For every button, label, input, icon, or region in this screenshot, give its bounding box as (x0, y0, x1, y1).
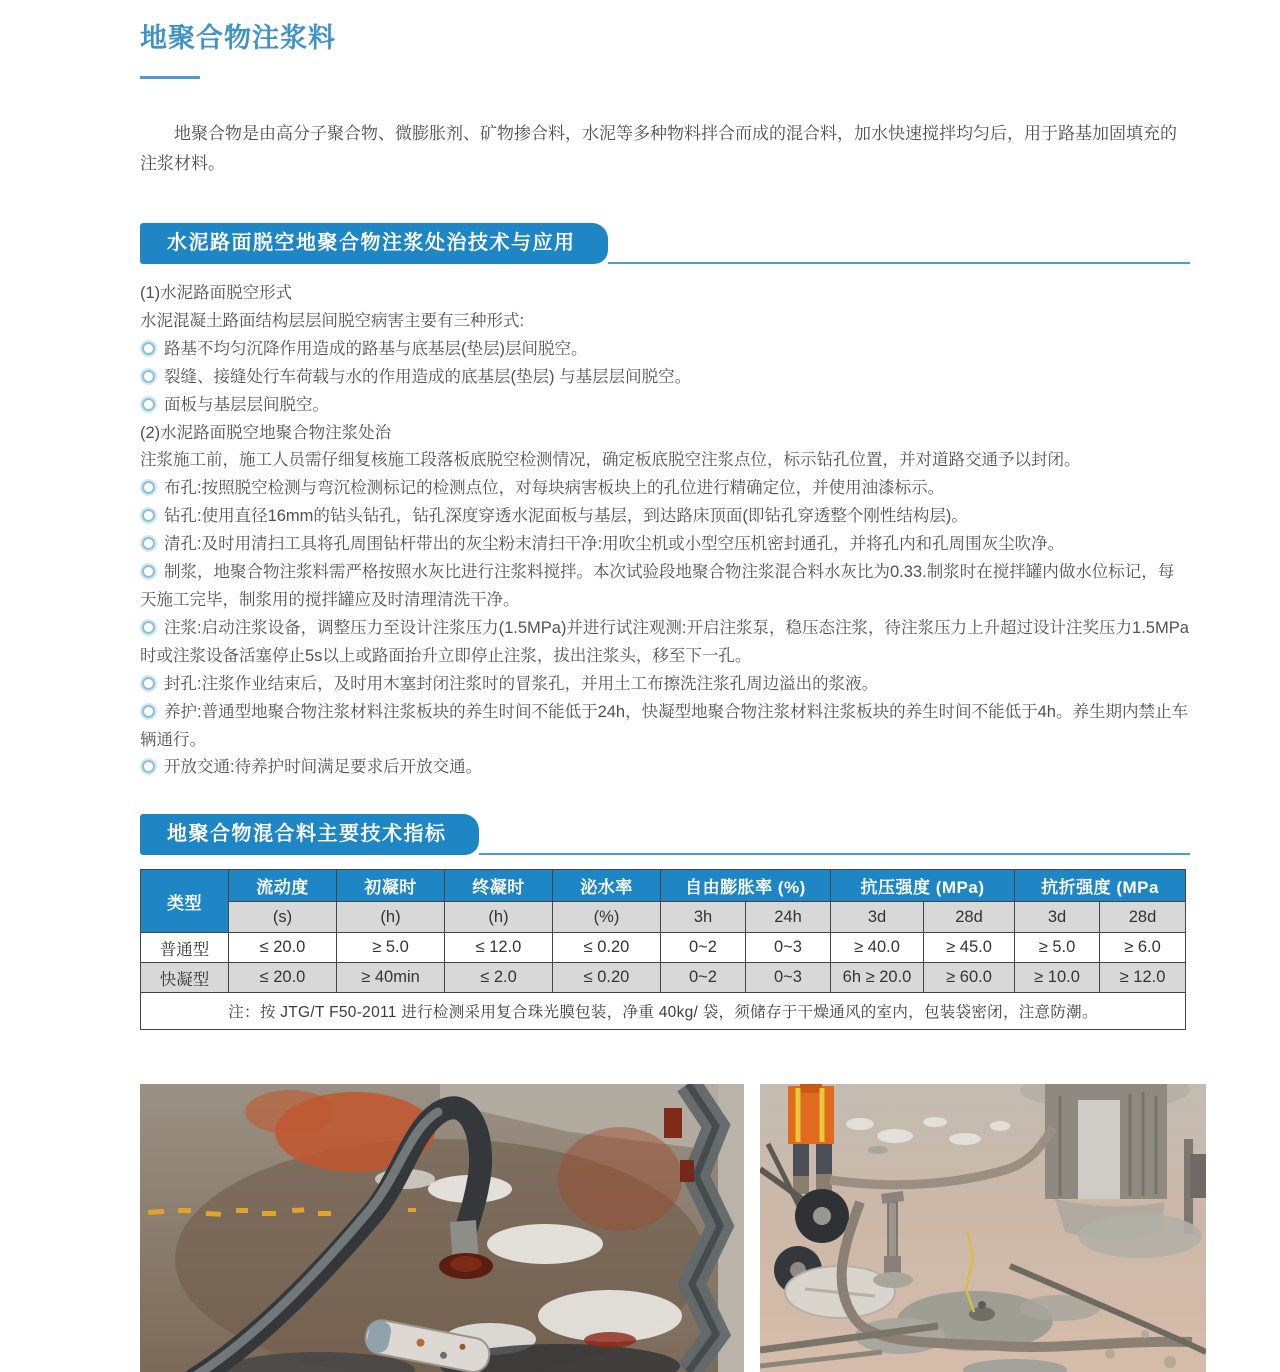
body-line-bulleted: 养护:普通型地聚合物注浆材料注浆板块的养生时间不能低于24h，快凝型地聚合物注浆材料注浆板块的养生时间不能低于4h。养生期内禁止车辆通行。 (140, 702, 1188, 749)
th-unit: (h) (337, 902, 445, 933)
title-underline (140, 76, 200, 79)
ring-bullet-icon (142, 509, 155, 522)
th-sub-24h: 24h (746, 902, 831, 933)
section1-body (140, 280, 1190, 782)
cell-value: ≤ 12.0 (445, 933, 553, 963)
body-line-bulleted: 制浆，地聚合物注浆料需严格按照水灰比进行注浆料搅拌。本次试验段地聚合物注浆混合料水灰比为0.33.制浆时在搅拌罐内做水位标记，每天施工完毕，制浆用的搅拌罐应及时清理清洗干净。 (140, 563, 1175, 609)
th-final-set: 终凝时 (445, 870, 553, 902)
cell-value: ≥ 45.0 (924, 933, 1015, 963)
th-sub-3h: 3h (661, 902, 746, 933)
table-row-fast-set-type (141, 963, 1186, 993)
cell-value: 6h ≥ 20.0 (831, 963, 924, 993)
body-line-bulleted: 清孔:及时用清扫工具将孔周围钻杆带出的灰尘粉末清扫干净:用吹尘机或小型空压机密封通孔，并将孔内和孔周围灰尘吹净。 (140, 531, 1190, 559)
ring-bullet-icon (142, 621, 155, 634)
cell-type: 快凝型 (141, 963, 229, 993)
body-line-bulleted: 面板与基层层间脱空。 (140, 392, 1190, 420)
photo-grouting-hose-on-pavement (140, 1084, 744, 1372)
th-fluidity: 流动度 (229, 870, 337, 902)
th-sub-28d: 28d (924, 902, 1015, 933)
intro-paragraph: 地聚合物是由高分子聚合物、微膨胀剂、矿物掺合料，水泥等多种物料拌合而成的混合料，加水快速搅拌均匀后，用于路基加固填充的注浆材料。 (140, 124, 1177, 173)
cell-value: ≥ 40min (337, 963, 445, 993)
photo-construction-site-grouting (760, 1084, 1206, 1372)
body-line: (2)水泥路面脱空地聚合物注浆处治 (140, 423, 392, 442)
cell-value: ≥ 10.0 (1015, 963, 1100, 993)
cell-value: ≤ 2.0 (445, 963, 553, 993)
ring-bullet-icon (142, 677, 155, 690)
th-sub-28d: 28d (1100, 902, 1186, 933)
body-line-bulleted: 布孔:按照脱空检测与弯沉检测标记的检测点位，对每块病害板块上的孔位进行精确定位，并使用油漆标示。 (140, 475, 1190, 503)
cell-value: 0~2 (661, 933, 746, 963)
cell-value: 0~3 (746, 963, 831, 993)
ring-bullet-icon (142, 705, 155, 718)
cell-value: ≤ 20.0 (229, 933, 337, 963)
cell-value: ≤ 0.20 (553, 963, 661, 993)
ring-bullet-icon (142, 760, 155, 773)
th-unit: (s) (229, 902, 337, 933)
photo-strip (140, 1084, 1190, 1372)
table-row-normal-type (141, 933, 1186, 963)
th-compressive-strength: 抗压强度 (MPa) (831, 870, 1015, 902)
cell-type: 普通型 (141, 933, 229, 963)
section1-heading-row (140, 223, 1190, 264)
th-flexural-strength: 抗折强度 (MPa (1015, 870, 1186, 902)
th-bleeding-rate: 泌水率 (553, 870, 661, 902)
table-header-row-1 (141, 870, 1186, 902)
body-line: (1)水泥路面脱空形式 (140, 284, 293, 302)
cell-value: ≥ 5.0 (337, 933, 445, 963)
cell-value: ≥ 6.0 (1100, 933, 1186, 963)
body-line-bulleted: 封孔:注浆作业结束后，及时用木塞封闭注浆时的冒浆孔，并用土工布擦洗注浆孔周边溢出的浆液。 (140, 671, 1190, 699)
body-line: 注浆施工前，施工人员需仔细复核施工段落板底脱空检测情况，确定板底脱空注浆点位，标示钻孔位置，并对道路交通予以封闭。 (140, 451, 1081, 470)
body-line: 水泥混凝土路面结构层层间脱空病害主要有三种形式: (140, 311, 525, 330)
cell-value: ≥ 5.0 (1015, 933, 1100, 963)
table-note-row (141, 993, 1186, 1030)
ring-bullet-icon (142, 481, 155, 494)
ring-bullet-icon (142, 370, 155, 383)
body-line-bulleted: 开放交通:待养护时间满足要求后开放交通。 (140, 754, 1190, 782)
cell-value: 0~2 (661, 963, 746, 993)
body-line-bulleted: 注浆:启动注浆设备，调整压力至设计注浆压力(1.5MPa)并进行试注观测:开启注浆泵，稳压态注浆，待注浆压力上升超过设计注奖压力1.5MPa时或注浆设备活塞停止5s以上或路面抬升立即停止注浆，拔出注浆头，移至下一孔。 (140, 618, 1189, 665)
ring-bullet-icon (142, 342, 155, 355)
cell-value: ≤ 20.0 (229, 963, 337, 993)
section2-heading-row (140, 814, 1190, 855)
cell-value: ≥ 12.0 (1100, 963, 1186, 993)
body-line-bulleted: 裂缝、接缝处行车荷载与水的作用造成的底基层(垫层) 与基层层间脱空。 (140, 364, 1190, 392)
cell-value: ≥ 40.0 (831, 933, 924, 963)
th-sub-3d: 3d (1015, 902, 1100, 933)
th-unit: (%) (553, 902, 661, 933)
page-title: 地聚合物注浆料 (140, 23, 336, 53)
th-free-expansion: 自由膨胀率 (%) (661, 870, 831, 902)
ring-bullet-icon (142, 565, 155, 578)
section2-heading: 地聚合物混合料主要技术指标 (140, 814, 479, 855)
spec-table (140, 869, 1186, 1030)
cell-value: ≥ 60.0 (924, 963, 1015, 993)
cell-value: 0~3 (746, 933, 831, 963)
body-line-bulleted: 钻孔:使用直径16mm的钻头钻孔，钻孔深度穿透水泥面板与基层，到达路床顶面(即钻孔穿透整个刚性结构层)。 (140, 503, 1190, 531)
table-header-row-2 (141, 902, 1186, 933)
cell-value: ≤ 0.20 (553, 933, 661, 963)
heading-tail-line (608, 262, 1191, 264)
th-type: 类型 (141, 870, 229, 933)
th-initial-set: 初凝时 (337, 870, 445, 902)
th-sub-3d: 3d (831, 902, 924, 933)
section1-heading: 水泥路面脱空地聚合物注浆处治技术与应用 (140, 223, 608, 264)
table-note: 注：按 JTG/T F50-2011 进行检测采用复合珠光膜包装，净重 40kg/ 袋，须储存于干燥通风的室内，包装袋密闭，注意防潮。 (141, 993, 1186, 1030)
heading-tail-line (479, 853, 1191, 855)
body-line-bulleted: 路基不均匀沉降作用造成的路基与底基层(垫层)层间脱空。 (140, 336, 1190, 364)
ring-bullet-icon (142, 398, 155, 411)
ring-bullet-icon (142, 537, 155, 550)
th-unit: (h) (445, 902, 553, 933)
